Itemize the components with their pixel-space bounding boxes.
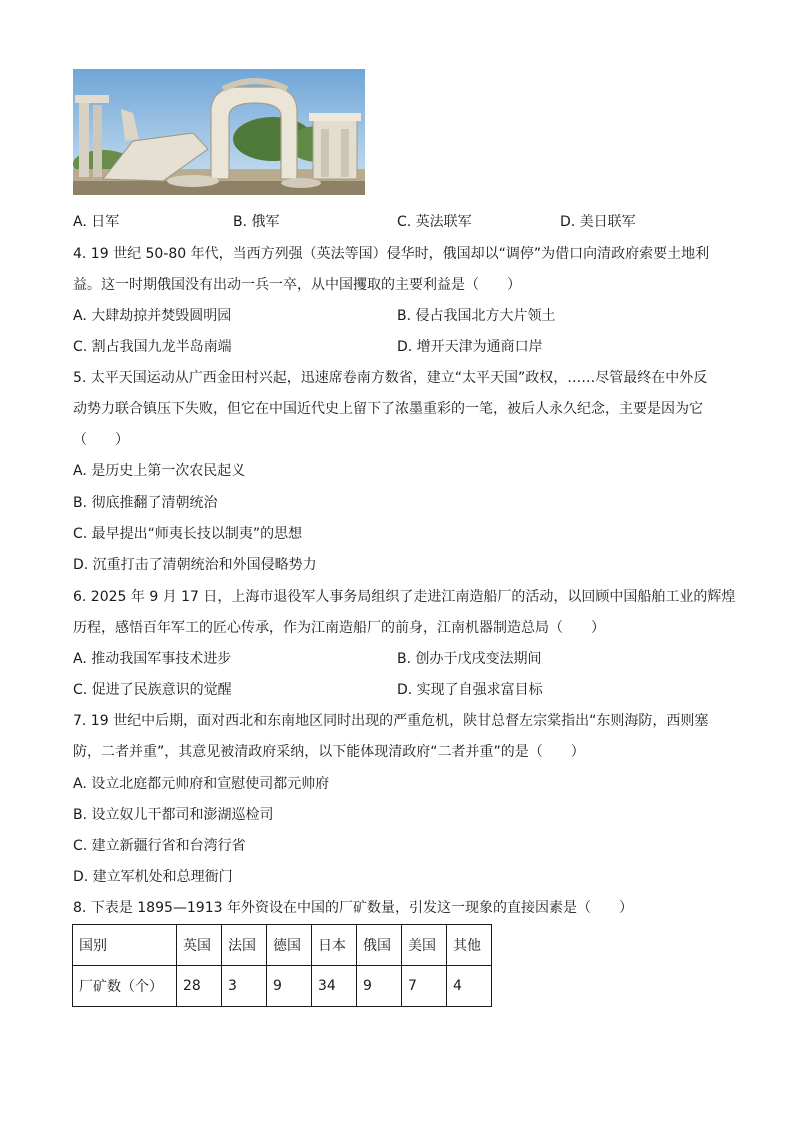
q7-stem-line-1: 7. 19 世纪中后期，面对西北和东南地区同时出现的严重危机，陕甘总督左宗棠指出“东则海防，西则塞 — [73, 713, 709, 729]
q7-option-d: D. 建立军机处和总理衙门 — [73, 869, 233, 885]
q3-option-b: B. 俄军 — [233, 214, 280, 230]
table-header-cell: 其他 — [447, 925, 492, 966]
q4-option-c: C. 割占我国九龙半岛南端 — [73, 339, 232, 355]
factory-count-table — [72, 924, 492, 1007]
table-cell: 3 — [222, 966, 267, 1007]
table-header-cell: 美国 — [402, 925, 447, 966]
table-header-cell: 英国 — [177, 925, 222, 966]
ruins-illustration — [73, 69, 365, 195]
table-row — [73, 966, 492, 1007]
q5-stem-line-3: （ ） — [73, 432, 129, 448]
table-cell: 4 — [447, 966, 492, 1007]
ruins-photo — [73, 69, 365, 195]
table-cell: 7 — [402, 966, 447, 1007]
q5-option-b: B. 彻底推翻了清朝统治 — [73, 495, 218, 511]
q7-option-a: A. 设立北庭都元帅府和宣慰使司都元帅府 — [73, 776, 330, 792]
table-header-row — [73, 925, 492, 966]
q5-option-c: C. 最早提出“师夷长技以制夷”的思想 — [73, 526, 303, 542]
table-cell: 34 — [312, 966, 357, 1007]
q6-option-b: B. 创办于戊戌变法期间 — [397, 651, 542, 667]
q3-option-a: A. 日军 — [73, 214, 120, 230]
table-header-cell: 法国 — [222, 925, 267, 966]
q5-stem-line-1: 5. 太平天国运动从广西金田村兴起，迅速席卷南方数省，建立“太平天国”政权，……尽管最终在中外反 — [73, 370, 708, 386]
q7-option-c: C. 建立新疆行省和台湾行省 — [73, 838, 246, 854]
q4-option-b: B. 侵占我国北方大片领土 — [397, 308, 556, 324]
q5-stem-line-2: 动势力联合镇压下失败，但它在中国近代史上留下了浓墨重彩的一笔，被后人永久纪念，主要是因为它 — [73, 401, 703, 417]
q7-stem-line-2: 防，二者并重”，其意见被清政府采纳，以下能体现清政府“二者并重”的是（ ） — [73, 744, 585, 760]
table-header-cell: 国别 — [73, 925, 177, 966]
table-cell: 厂矿数（个） — [73, 966, 177, 1007]
q8-stem: 8. 下表是 1895—1913 年外资设在中国的厂矿数量，引发这一现象的直接因素是（ ） — [73, 900, 633, 916]
q3-option-c: C. 英法联军 — [397, 214, 472, 230]
table-header-cell: 德国 — [267, 925, 312, 966]
q4-option-a: A. 大肆劫掠并焚毁圆明园 — [73, 308, 232, 324]
q6-option-c: C. 促进了民族意识的觉醒 — [73, 682, 232, 698]
q7-option-b: B. 设立奴儿干都司和澎湖巡检司 — [73, 807, 274, 823]
q4-option-d: D. 增开天津为通商口岸 — [397, 339, 543, 355]
table-cell: 9 — [267, 966, 312, 1007]
table-header-cell: 日本 — [312, 925, 357, 966]
q6-option-a: A. 推动我国军事技术进步 — [73, 651, 232, 667]
table-cell: 9 — [357, 966, 402, 1007]
q6-stem-line-2: 历程，感悟百年军工的匠心传承，作为江南造船厂的前身，江南机器制造总局（ ） — [73, 620, 605, 636]
q5-option-d: D. 沉重打击了清朝统治和外国侵略势力 — [73, 557, 317, 573]
q4-stem-line-2: 益。这一时期俄国没有出动一兵一卒，从中国攫取的主要利益是（ ） — [73, 277, 521, 293]
table-header-cell: 俄国 — [357, 925, 402, 966]
q5-option-a: A. 是历史上第一次农民起义 — [73, 463, 246, 479]
q4-stem-line-1: 4. 19 世纪 50-80 年代，当西方列强（英法等国）侵华时，俄国却以“调停”为借口向清政府索要土地利 — [73, 246, 710, 262]
q3-option-d: D. 美日联军 — [560, 214, 636, 230]
q6-option-d: D. 实现了自强求富目标 — [397, 682, 543, 698]
q6-stem-line-1: 6. 2025 年 9 月 17 日，上海市退役军人事务局组织了走进江南造船厂的活动，以回顾中国船舶工业的辉煌 — [73, 589, 736, 605]
table-cell: 28 — [177, 966, 222, 1007]
